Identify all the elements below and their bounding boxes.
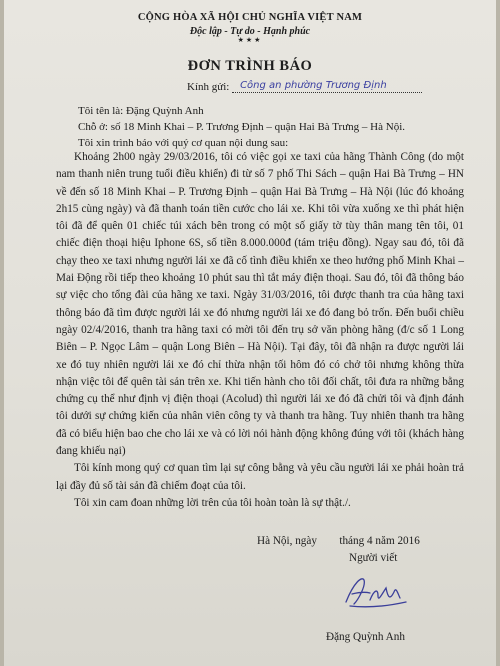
sender-address: Chỗ ở: số 18 Minh Khai – P. Trương Định – quận Hai Bà Trưng – Hà Nội.: [78, 121, 406, 133]
intro-line: Tôi xin trình báo với quý cơ quan nội dung sau:: [78, 137, 289, 149]
national-motto: Độc lập - Tự do - Hạnh phúc: [189, 26, 311, 37]
document-body: [56, 149, 464, 512]
handwritten-signature: [340, 572, 410, 612]
recipient-handwritten: Công an phường Trương Định: [240, 80, 387, 91]
sender-name: Tôi tên là: Đặng Quỳnh Anh: [78, 105, 204, 117]
signer-name: Đặng Quỳnh Anh: [326, 631, 405, 643]
recipient-field: [232, 81, 422, 93]
document-page: [4, 0, 496, 666]
body-paragraph-commitment: Tôi xin cam đoan những lời trên của tôi hoàn toàn là sự thật./.: [74, 496, 351, 509]
writer-label: Người viết: [349, 552, 398, 564]
header-stars: ★★★: [237, 36, 263, 44]
recipient-line: [187, 81, 422, 93]
national-title: CỘNG HÒA XÃ HỘI CHỦ NGHĨA VIỆT NAM: [137, 12, 363, 23]
body-paragraph-request: Tôi kính mong quý cơ quan tìm lại sự công bằng và yêu cầu người lái xe phải hoàn trả lại đầy đủ số tài sản đã chiếm đoạt của tôi.: [56, 462, 464, 492]
recipient-label: Kính gửi:: [187, 81, 230, 93]
document-title: ĐƠN TRÌNH BÁO: [187, 58, 313, 74]
place-date: Hà Nội, ngày tháng 4 năm 2016: [257, 535, 420, 547]
body-paragraph-incident: Khoảng 2h00 ngày 29/03/2016, tôi có việc gọi xe taxi của hãng Thành Công (do một nam thanh niên trung tuổi điều khiển) đi từ số 7 phố Thi Sách – quận Hai Bà Trưng – HN về đến số 18 Minh Khai – P. Trương Định – quận Hai Bà Trưng – Hà Nội (lúc đó khoảng 2h15 cùng ngày) và đã thanh toán tiền cước cho lái xe. Khi tôi vừa xuống xe thì phát hiện tôi đã để quên 01 chiếc túi xách bên trong có một số giấy tờ tùy thân mang tên tôi, 01 chiếc điện thoại hiệu Iphone 6S, số tiền 8.000.000đ (tám triệu đồng). Ngay sau đó, tôi đã chạy theo xe taxi nhưng người lái xe đã cố tình điều khiển xe theo hướng phố Minh Khai – Mai Động rồi tiếp theo khoảng 10 phút sau thì tắt máy điện thoại. Sau đó, tôi đã thông báo sự việc cho tổng đài của hãng xe taxi. Ngày 31/03/2016, tôi được thanh tra của hãng taxi thông báo đã tìm được người lái xe đó nhưng người lái xe đó đang bỏ trốn. Đến buổi chiều ngày 02/4/2016, thanh tra hãng taxi có mời tôi đến trụ sở văn phòng hãng (đ/c số 1 Long Biên – P. Ngọc Lâm – quận Long Biên – Hà Nội). Tại đây, tôi đã nhận ra được người lái xe đó tuy nhiên người lái xe đó chỉ thừa nhận tối hôm đó có chở tôi nhưng không thừa nhận việc tôi để quên tài sản trên xe. Khi tiến hành cho tôi đối chất, tôi đưa ra những bằng chứng cụ thể như định vị điện thoại (Acolud) thì người lái xe đó đã chửi tôi và định đánh tôi dưới sự chứng kiến của nhân viên công ty và thanh tra hãng. Tuy nhiên thanh tra hãng đã có biểu hiện bao che cho lái xe và có lời nói hành động không đúng với tôi (khách hàng đang khiếu nại): [56, 151, 464, 458]
